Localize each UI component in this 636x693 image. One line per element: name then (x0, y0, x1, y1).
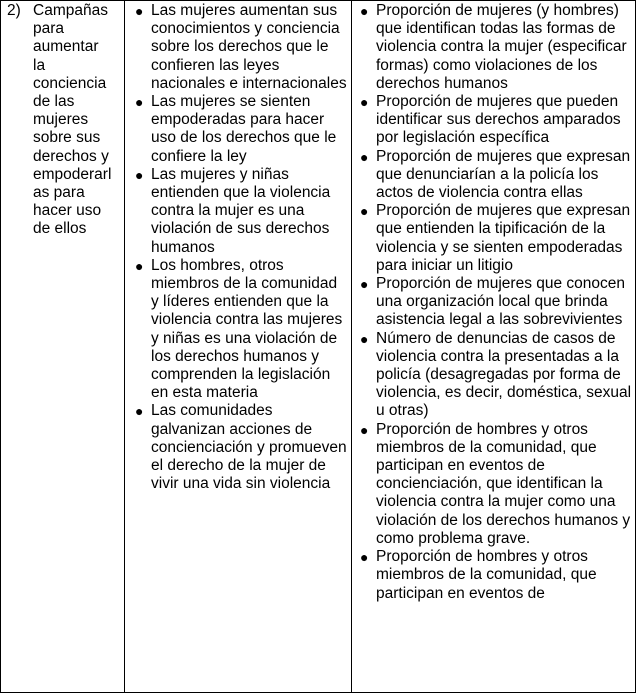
result-item (135, 402, 347, 493)
bullet-icon: ● (360, 421, 369, 438)
indicator-item (360, 548, 633, 603)
bullet-icon: ● (135, 94, 144, 111)
row-number: 2) (7, 2, 21, 19)
title-line: hacer uso (33, 202, 102, 220)
bullet-icon: ● (135, 3, 144, 19)
title-line: mujeres (33, 111, 89, 129)
title-line: empoderarl (33, 165, 112, 183)
results-list (135, 1, 347, 493)
indicator-text: Número de denuncias de casos de violencia contra la presentadas a la policía (desagregadas por forma de violencia, es decir, doméstica, sexual u otras) (376, 329, 632, 420)
indicator-text: Proporción de hombres y otros miembros de la comunidad, que participan en eventos de concienciación, que identifican la violencia contra la mujer como una violación de los derechos humanos y como problema grave. (376, 420, 631, 547)
indicators-list (360, 1, 633, 603)
bullet-icon: ● (360, 94, 369, 111)
indicator-text: Proporción de mujeres (y hombres) que identifican todas las formas de violencia contra la mujer (especificar formas) como violaciones de los derechos humanos (376, 2, 627, 92)
bullet-icon: ● (135, 166, 144, 183)
indicator-item (360, 202, 633, 275)
result-item (135, 2, 347, 93)
result-text: Las comunidades galvanizan acciones de concienciación y promueven el derecho de la mujer de vivir una vida sin violencia (151, 402, 347, 493)
bullet-icon: ● (360, 276, 369, 293)
indicator-text: Proporción de hombres y otros miembros de la comunidad, que participan en eventos de (376, 548, 597, 602)
activity-cell (1, 1, 124, 692)
result-item (135, 93, 347, 166)
title-line: sobre sus (33, 129, 101, 147)
indicator-item (360, 148, 633, 203)
title-line: para (33, 20, 65, 38)
result-text: Las mujeres se sienten empoderadas para hacer uso de los derechos que le confiere la ley (151, 93, 337, 165)
title-line: conciencia (33, 74, 107, 92)
indicator-item (360, 2, 633, 93)
result-text: Los hombres, otros miembros de la comunidad y líderes entienden que la violencia contra las mujeres y niñas es una violación de los derechos humanos y comprenden la legislación en esta materia (151, 256, 343, 402)
indicator-item (360, 275, 633, 330)
bullet-icon: ● (360, 3, 369, 19)
bullet-icon: ● (135, 257, 144, 274)
indicators-cell (351, 1, 635, 692)
indicator-text: Proporción de mujeres que expresan que denunciarían a la policía los actos de violencia contra ellas (376, 147, 631, 202)
title-line: Campañas (33, 2, 108, 19)
title-line: as para (33, 184, 85, 202)
title-line: derechos y (33, 147, 109, 165)
indicator-item (360, 421, 633, 548)
indicator-item (360, 330, 633, 421)
result-text: Las mujeres y niñas entienden que la violencia contra la mujer es una violación de sus derechos humanos (151, 165, 331, 256)
indicator-item (360, 93, 633, 148)
indicator-text: Proporción de mujeres que pueden identificar sus derechos amparados por legislación específica (376, 93, 621, 147)
title-line: de ellos (33, 220, 87, 238)
bullet-icon: ● (360, 148, 369, 165)
result-item (135, 257, 347, 403)
title-line: de las (33, 93, 75, 111)
indicator-text: Proporción de mujeres que conocen una organización local que brinda asistencia legal a las sobrevivientes (376, 275, 626, 329)
bullet-icon: ● (135, 403, 144, 420)
results-cell (124, 1, 351, 692)
bullet-icon: ● (360, 549, 369, 566)
result-item (135, 166, 347, 257)
result-text: Las mujeres aumentan sus conocimientos y conciencia sobre los derechos que le confieren las leyes nacionales e internacionales (151, 2, 347, 92)
title-line: aumentar (33, 38, 99, 56)
title-line: la (33, 56, 46, 74)
indicator-text: Proporción de mujeres que expresan que entienden la tipificación de la violencia y se sienten empoderadas para iniciar un litigio (376, 202, 631, 274)
bullet-icon: ● (360, 330, 369, 347)
activity-title (33, 2, 121, 239)
bullet-icon: ● (360, 203, 369, 220)
